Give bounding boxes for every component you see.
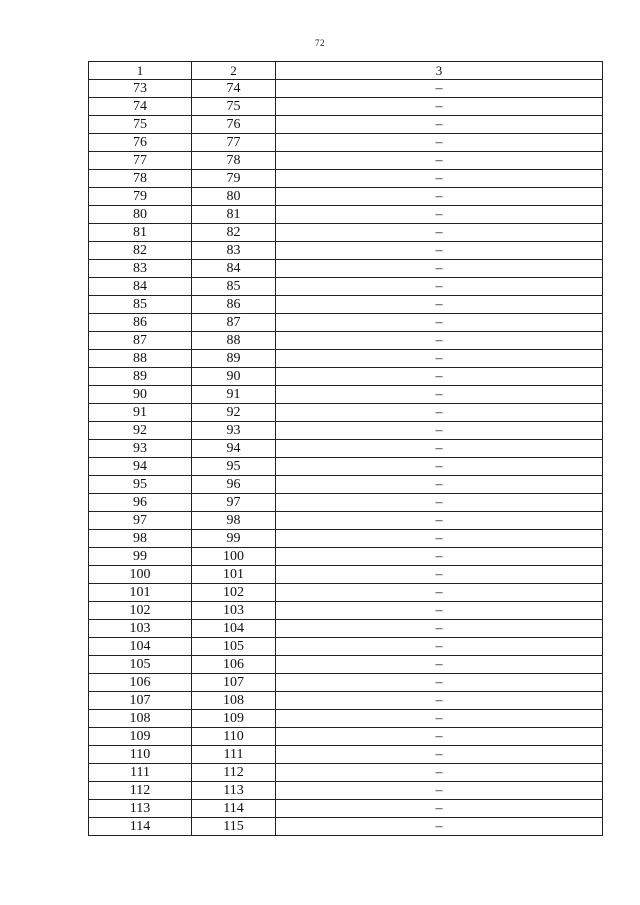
table-row: [89, 206, 603, 224]
table-cell: 115: [192, 818, 276, 836]
header-row: [89, 62, 603, 80]
table-cell: 109: [89, 728, 192, 746]
table-row: [89, 314, 603, 332]
table-header: [89, 62, 603, 80]
table-cell-dash: –: [276, 188, 603, 206]
table-cell: 106: [89, 674, 192, 692]
table-cell: 97: [192, 494, 276, 512]
table-cell: 106: [192, 656, 276, 674]
table-row: [89, 494, 603, 512]
table-row: [89, 728, 603, 746]
table-cell: 102: [192, 584, 276, 602]
table-cell-dash: –: [276, 746, 603, 764]
table-cell: 105: [192, 638, 276, 656]
table-cell-dash: –: [276, 494, 603, 512]
table-row: [89, 350, 603, 368]
table-row: [89, 692, 603, 710]
table-cell: 111: [89, 764, 192, 782]
table-cell-dash: –: [276, 782, 603, 800]
table-cell: 76: [89, 134, 192, 152]
table-row: [89, 782, 603, 800]
table-cell: 80: [89, 206, 192, 224]
table-row: [89, 548, 603, 566]
table-row: [89, 800, 603, 818]
table-cell-dash: –: [276, 152, 603, 170]
table-row: [89, 530, 603, 548]
table-cell-dash: –: [276, 764, 603, 782]
table-cell-dash: –: [276, 548, 603, 566]
table-row: [89, 368, 603, 386]
table-row: [89, 566, 603, 584]
table-cell: 86: [192, 296, 276, 314]
table-cell: 95: [192, 458, 276, 476]
table-cell-dash: –: [276, 620, 603, 638]
table-cell-dash: –: [276, 206, 603, 224]
table-cell-dash: –: [276, 728, 603, 746]
table-row: [89, 620, 603, 638]
table-row: [89, 98, 603, 116]
table-cell: 100: [192, 548, 276, 566]
page-number: 72: [315, 38, 325, 48]
table-cell: 112: [192, 764, 276, 782]
table-cell-dash: –: [276, 566, 603, 584]
table-cell-dash: –: [276, 116, 603, 134]
table-cell: 104: [192, 620, 276, 638]
table-cell: 93: [192, 422, 276, 440]
table-cell: 113: [89, 800, 192, 818]
table-cell: 85: [192, 278, 276, 296]
table-cell-dash: –: [276, 98, 603, 116]
table-cell: 75: [89, 116, 192, 134]
table-cell: 98: [89, 530, 192, 548]
table-row: [89, 440, 603, 458]
table-row: [89, 512, 603, 530]
table-cell: 82: [89, 242, 192, 260]
table-row: [89, 386, 603, 404]
table-cell: 74: [89, 98, 192, 116]
table-row: [89, 170, 603, 188]
table-row: [89, 764, 603, 782]
table-cell: 91: [89, 404, 192, 422]
table-cell: 96: [192, 476, 276, 494]
table-cell-dash: –: [276, 278, 603, 296]
table-cell: 80: [192, 188, 276, 206]
table-cell: 89: [192, 350, 276, 368]
table-cell-dash: –: [276, 134, 603, 152]
table-cell-dash: –: [276, 242, 603, 260]
table-cell: 103: [192, 602, 276, 620]
table-body: [89, 80, 603, 836]
table-cell: 93: [89, 440, 192, 458]
table-cell: 107: [192, 674, 276, 692]
table-cell: 87: [89, 332, 192, 350]
column-header: 1: [89, 62, 192, 80]
table-row: [89, 80, 603, 98]
table-row: [89, 188, 603, 206]
table-cell: 114: [192, 800, 276, 818]
table-cell: 110: [89, 746, 192, 764]
table-cell: 86: [89, 314, 192, 332]
table-cell: 88: [192, 332, 276, 350]
table-cell-dash: –: [276, 800, 603, 818]
table-cell-dash: –: [276, 602, 603, 620]
table-row: [89, 710, 603, 728]
table-cell: 82: [192, 224, 276, 242]
table-cell: 108: [89, 710, 192, 728]
table-row: [89, 134, 603, 152]
table-cell-dash: –: [276, 332, 603, 350]
table-cell-dash: –: [276, 386, 603, 404]
table-cell: 78: [192, 152, 276, 170]
table-cell-dash: –: [276, 458, 603, 476]
table-cell: 77: [192, 134, 276, 152]
table-cell: 85: [89, 296, 192, 314]
column-header: 2: [192, 62, 276, 80]
table-row: [89, 602, 603, 620]
table-cell-dash: –: [276, 710, 603, 728]
data-table: [88, 61, 603, 836]
table-cell: 74: [192, 80, 276, 98]
table-row: [89, 404, 603, 422]
table-cell-dash: –: [276, 368, 603, 386]
table-row: [89, 638, 603, 656]
table-cell-dash: –: [276, 314, 603, 332]
table-cell: 79: [89, 188, 192, 206]
table-cell: 87: [192, 314, 276, 332]
table-cell: 99: [192, 530, 276, 548]
table-cell-dash: –: [276, 404, 603, 422]
table-row: [89, 332, 603, 350]
table-cell-dash: –: [276, 512, 603, 530]
table-row: [89, 116, 603, 134]
table-cell: 83: [192, 242, 276, 260]
table-cell: 112: [89, 782, 192, 800]
table-cell: 79: [192, 170, 276, 188]
table-cell-dash: –: [276, 674, 603, 692]
table-cell: 97: [89, 512, 192, 530]
table-cell: 109: [192, 710, 276, 728]
table-row: [89, 476, 603, 494]
table-cell: 89: [89, 368, 192, 386]
table-cell: 94: [89, 458, 192, 476]
table-cell: 81: [89, 224, 192, 242]
table-cell: 90: [89, 386, 192, 404]
table-cell-dash: –: [276, 224, 603, 242]
table-cell: 92: [192, 404, 276, 422]
table-cell: 100: [89, 566, 192, 584]
table-cell-dash: –: [276, 476, 603, 494]
table-row: [89, 584, 603, 602]
table-cell-dash: –: [276, 440, 603, 458]
table-cell: 81: [192, 206, 276, 224]
table-row: [89, 260, 603, 278]
table-cell: 104: [89, 638, 192, 656]
table-cell: 90: [192, 368, 276, 386]
table-cell-dash: –: [276, 584, 603, 602]
table-cell: 114: [89, 818, 192, 836]
table-cell-dash: –: [276, 692, 603, 710]
table-row: [89, 242, 603, 260]
table-cell: 78: [89, 170, 192, 188]
table-row: [89, 152, 603, 170]
table-row: [89, 656, 603, 674]
table-cell-dash: –: [276, 260, 603, 278]
table-cell: 83: [89, 260, 192, 278]
table-cell: 73: [89, 80, 192, 98]
table-cell: 98: [192, 512, 276, 530]
table-cell: 91: [192, 386, 276, 404]
table-cell: 99: [89, 548, 192, 566]
table-cell: 95: [89, 476, 192, 494]
table-cell-dash: –: [276, 638, 603, 656]
table-cell-dash: –: [276, 80, 603, 98]
table-cell: 84: [192, 260, 276, 278]
table-cell-dash: –: [276, 656, 603, 674]
table-cell-dash: –: [276, 422, 603, 440]
table-row: [89, 818, 603, 836]
table-cell: 101: [89, 584, 192, 602]
table-cell: 76: [192, 116, 276, 134]
table-cell-dash: –: [276, 350, 603, 368]
table-cell: 77: [89, 152, 192, 170]
table-row: [89, 458, 603, 476]
table-cell-dash: –: [276, 170, 603, 188]
table-cell-dash: –: [276, 530, 603, 548]
table-cell: 101: [192, 566, 276, 584]
table-row: [89, 746, 603, 764]
table-cell: 113: [192, 782, 276, 800]
table-cell: 102: [89, 602, 192, 620]
table-row: [89, 224, 603, 242]
table-cell-dash: –: [276, 818, 603, 836]
table-cell-dash: –: [276, 296, 603, 314]
table-cell: 94: [192, 440, 276, 458]
table-cell: 92: [89, 422, 192, 440]
table-cell: 75: [192, 98, 276, 116]
table-cell: 105: [89, 656, 192, 674]
table-cell: 88: [89, 350, 192, 368]
table-cell: 108: [192, 692, 276, 710]
table-row: [89, 296, 603, 314]
table-cell: 103: [89, 620, 192, 638]
table-cell: 111: [192, 746, 276, 764]
table-row: [89, 278, 603, 296]
table-row: [89, 674, 603, 692]
table-row: [89, 422, 603, 440]
table-cell: 84: [89, 278, 192, 296]
column-header: 3: [276, 62, 603, 80]
table-cell: 107: [89, 692, 192, 710]
table-cell: 96: [89, 494, 192, 512]
table-cell: 110: [192, 728, 276, 746]
